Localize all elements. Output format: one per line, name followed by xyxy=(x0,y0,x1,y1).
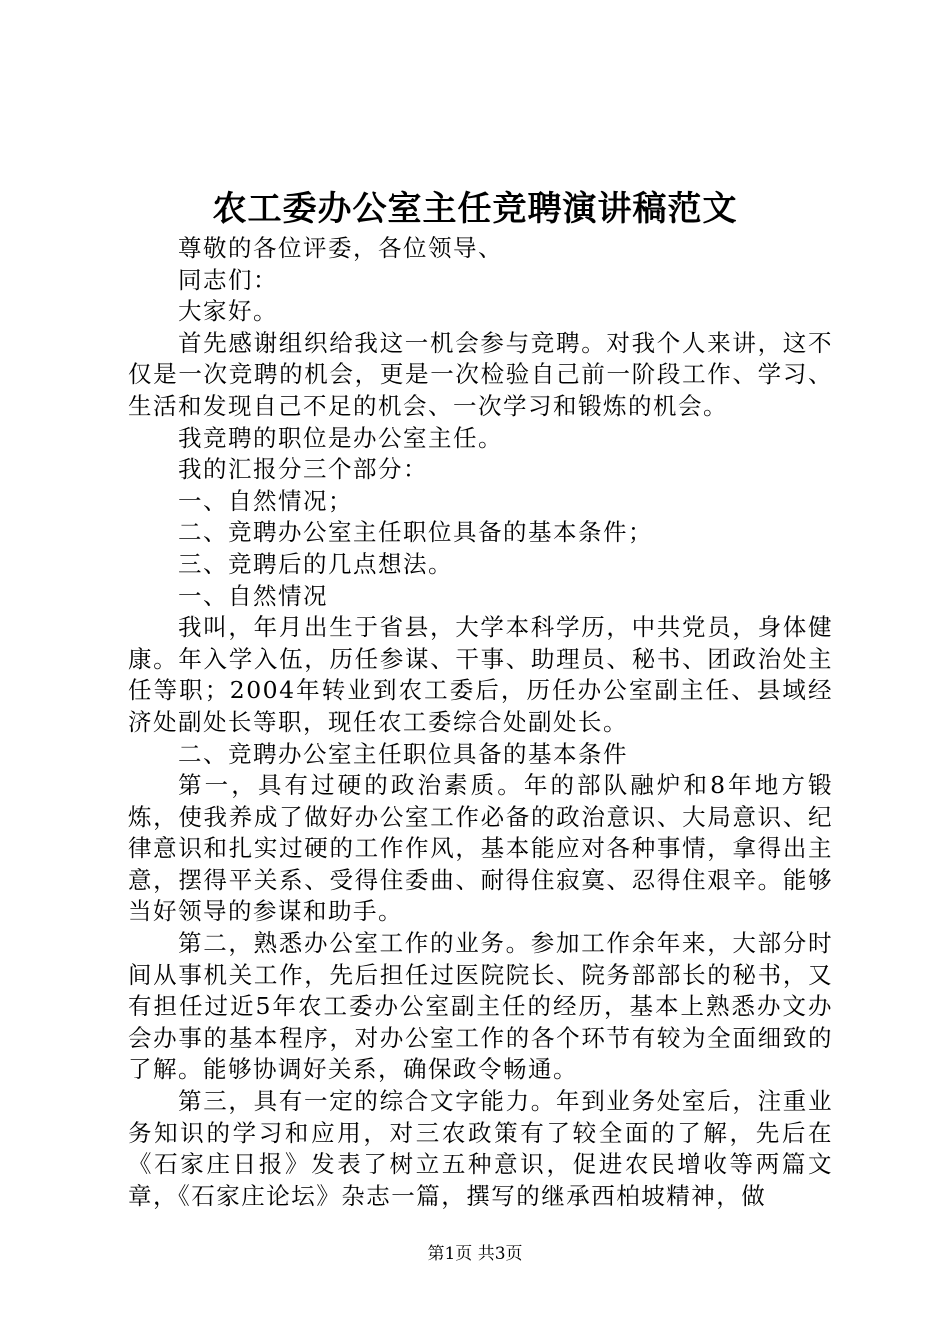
page-footer: 第1页 共3页 xyxy=(427,1244,523,1264)
section-heading-2: 二、竞聘办公室主任职位具备的基本条件 xyxy=(178,739,628,768)
paragraph-condition-1: 第一，具有过硬的政治素质。年的部队融炉和8年地方锻炼，使我养成了做好办公室工作必备的政治意识、大局意识、纪律意识和扎实过硬的工作作风，基本能应对各种事情，拿得出主意，摆得平关系、受得住委曲、耐得住寂寞、忍得住艰辛。能够当好领导的参谋和助手。 xyxy=(128,771,833,926)
paragraph-outline-item-3: 三、竞聘后的几点想法。 xyxy=(178,549,453,578)
paragraph-outline-item-2: 二、竞聘办公室主任职位具备的基本条件； xyxy=(178,518,653,547)
document-title: 农工委办公室主任竞聘演讲稿范文 xyxy=(212,189,738,229)
paragraph-outline: 我的汇报分三个部分： xyxy=(178,455,428,484)
paragraph-intro: 首先感谢组织给我这一机会参与竞聘。对我个人来讲，这不仅是一次竞聘的机会，更是一次检验自己前一阶段工作、学习、生活和发现自己不足的机会、一次学习和锻炼的机会。 xyxy=(128,328,833,420)
paragraph-biography: 我叫，年月出生于省县，大学本科学历，中共党员，身体健康。年入学入伍，历任参谋、干事、助理员、秘书、团政治处主任等职；2004年转业到农工委后，历任办公室副主任、县域经济处副处长等职，现任农工委综合处副处长。 xyxy=(128,613,833,736)
section-heading-1: 一、自然情况 xyxy=(178,581,328,610)
paragraph-condition-3: 第三，具有一定的综合文字能力。年到业务处室后，注重业务知识的学习和应用，对三农政策有了较全面的了解，先后在《石家庄日报》发表了树立五种意识，促进农民增收等两篇文章，《石家庄论坛》杂志一篇，撰写的继承西柏坡精神，做 xyxy=(128,1087,833,1210)
paragraph-outline-item-1: 一、自然情况； xyxy=(178,486,353,515)
paragraph-salutation-2: 同志们： xyxy=(178,265,278,294)
paragraph-position: 我竞聘的职位是办公室主任。 xyxy=(178,423,503,452)
document-body xyxy=(128,233,833,1212)
paragraph-greeting: 大家好。 xyxy=(178,297,278,326)
paragraph-condition-2: 第二，熟悉办公室工作的业务。参加工作余年来，大部分时间从事机关工作，先后担任过医院院长、院务部部长的秘书，又有担任过近5年农工委办公室副主任的经历，基本上熟悉办文办会办事的基本程序，对办公室工作的各个环节有较为全面细致的了解。能够协调好关系，确保政令畅通。 xyxy=(128,929,833,1084)
paragraph-salutation-1: 尊敬的各位评委，各位领导、 xyxy=(178,234,503,262)
